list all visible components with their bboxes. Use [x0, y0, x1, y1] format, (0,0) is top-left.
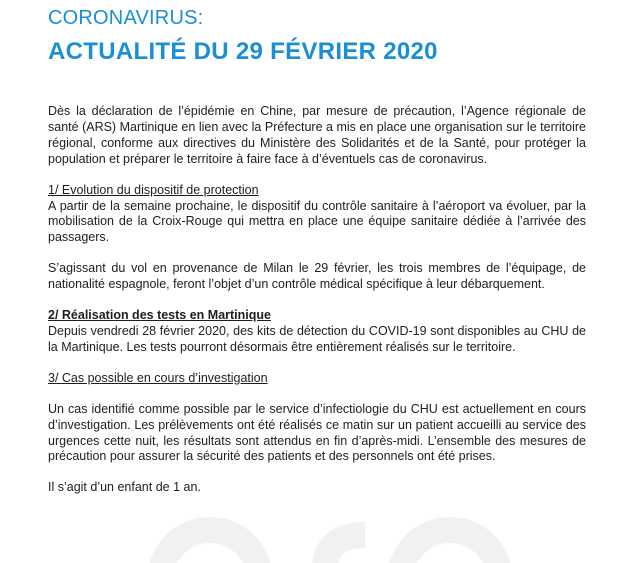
watermark-logo-shape — [150, 500, 530, 563]
document-supertitle: CORONAVIRUS: — [48, 7, 204, 29]
watermark-logo — [150, 500, 530, 563]
section-1-heading: 1/ Evolution du dispositif de protection — [48, 182, 259, 197]
document-body — [48, 104, 586, 496]
document-title: ACTUALITÉ DU 29 FÉVRIER 2020 — [48, 38, 438, 65]
section-1-paragraph-2: S’agissant du vol en provenance de Milan le 29 février, les trois membres de l’équipage, de nationalité espagnole, feront l’objet d’un contrôle médical spécifique à leur débarquement. — [48, 261, 586, 292]
section-2-heading: 2/ Réalisation des tests en Martinique — [48, 308, 271, 323]
section-3-paragraph-1: Un cas identifié comme possible par le service d’infectiologie du CHU est actuellement en cours d’investigation. Les prélèvements ont été réalisés ce matin sur un patient accueilli au service des urgences cette nuit, les résultats sont attendus en fin d’après-midi. L’ensemble des mesures de précaution pour assurer la sécurité des patients et des personnels ont été prises. — [48, 401, 586, 464]
intro-paragraph: Dès la déclaration de l’épidémie en Chine, par mesure de précaution, l’Agence régionale de santé (ARS) Martinique en lien avec la Préfecture a mis en place une organisation sur le territoire régional, conforme aux directives du Ministère des Solidarités et de la Santé, pour protéger la population et préparer le territoire à faire face à d’éventuels cas de coronavirus. — [48, 104, 586, 166]
section-3-paragraph-2: Il s’agit d’un enfant de 1 an. — [48, 480, 201, 495]
section-2-paragraph-1: Depuis vendredi 28 février 2020, des kits de détection du COVID-19 sont disponibles au CHU de la Martinique. Les tests pourront désormais être entièrement réalisés sur le territoire. — [48, 323, 586, 354]
section-3-heading: 3/ Cas possible en cours d’investigation — [48, 370, 268, 385]
section-1-paragraph-1: A partir de la semaine prochaine, le dispositif du contrôle sanitaire à l’aéroport va évoluer, par la mobilisation de la Croix-Rouge qui mettra en place une équipe sanitaire dédiée à l’arrivée des passagers. — [48, 198, 586, 245]
